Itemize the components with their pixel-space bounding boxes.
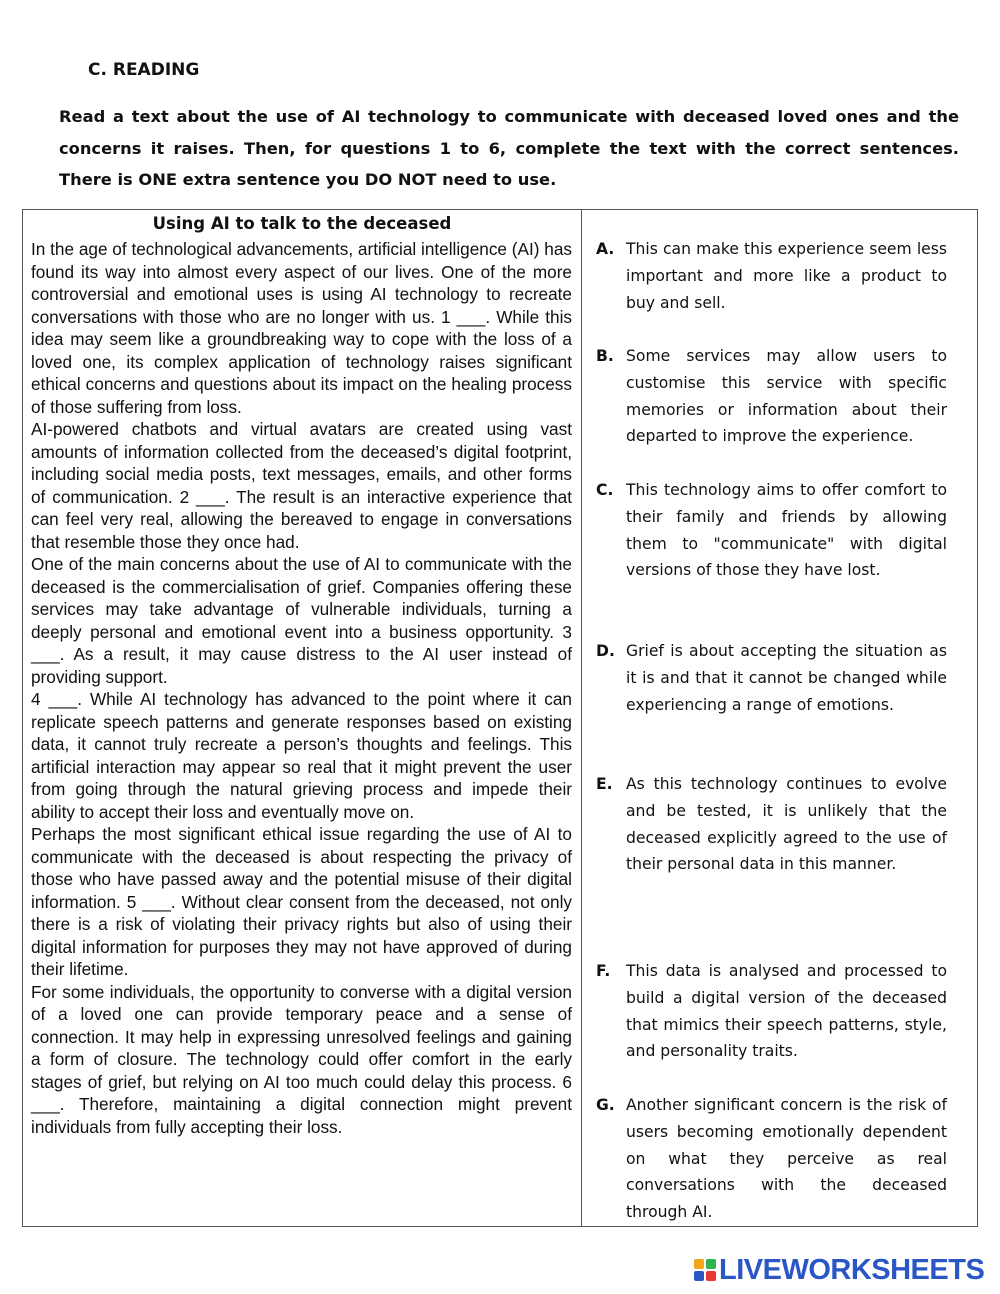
option-text: As this technology continues to evolve and be tested, it is unlikely that the deceased explicitly agreed to the use of their personal data in this manner. xyxy=(626,775,947,874)
option-text: Another significant concern is the risk of users becoming emotionally dependent on what they perceive as real conversations with the deceased through AI. xyxy=(626,1096,947,1222)
column-divider xyxy=(581,210,582,1226)
logo-square xyxy=(694,1271,704,1281)
reading-paragraph: 4 ___. While AI technology has advanced to the point where it can replicate speech patterns and generate responses based on existing data, it cannot truly recreate a person’s thoughts and feelings. This artificial interaction may appear so real that it might prevent the user from going through the natural grieving process and impede their ability to accept their loss and eventually move on. xyxy=(31,689,572,822)
reading-title: Using AI to talk to the deceased xyxy=(152,214,452,233)
option-e xyxy=(596,771,947,878)
option-text: Grief is about accepting the situation as it is and that it cannot be changed while experiencing a range of emotions. xyxy=(626,642,947,714)
option-letter: E. xyxy=(596,775,613,793)
option-letter: D. xyxy=(596,642,615,660)
logo-square xyxy=(706,1259,716,1269)
option-letter: B. xyxy=(596,347,614,365)
reading-paragraph: For some individuals, the opportunity to converse with a digital version of a loved one can provide temporary peace and a sense of connection. It may help in expressing unresolved feelings and gaining a form of closure. The technology could offer comfort in the early stages of grief, but relying on AI too much could delay this process. 6 ___. Therefore, maintaining a digital connection might prevent individuals from fully accepting their loss. xyxy=(31,981,572,1137)
option-letter: G. xyxy=(596,1096,615,1114)
logo-text: LIVEWORKSHEETS xyxy=(719,1253,985,1286)
option-text: Some services may allow users to customise this service with specific memories or information about their departed to improve the experience. xyxy=(626,347,947,446)
reading-paragraph: Perhaps the most significant ethical issue regarding the use of AI to communicate with the deceased is about respecting the privacy of those who have passed away and the potential misuse of their digital information. 5 ___. Without clear consent from the deceased, not only there is a risk of violating their privacy rights but also of using their digital information for purposes they may not have approved of during their lifetime. xyxy=(31,824,572,979)
option-c xyxy=(596,477,947,584)
logo-square xyxy=(694,1259,704,1269)
reading-paragraph: One of the main concerns about the use of AI to communicate with the deceased is the commercialisation of grief. Companies offering these services may take advantage of vulnerable individuals, turning a deeply personal and emotional event into a business opportunity. 3 ___. As a result, it may cause distress to the AI user instead of providing support. xyxy=(31,554,572,687)
logo-squares-icon xyxy=(694,1259,716,1281)
logo-square xyxy=(706,1271,716,1281)
option-a xyxy=(596,236,947,316)
section-heading: C. READING xyxy=(88,60,200,80)
reading-paragraph: In the age of technological advancements, artificial intelligence (AI) has found its way into almost every aspect of our lives. One of the more controversial and emotional uses is using AI technology to recreate conversations with those who are no longer with us. 1 ___. While this idea may seem like a groundbreaking way to cope with the loss of a loved one, its complex application of technology raises significant ethical concerns and questions about its impact on the healing process of those suffering from loss. xyxy=(31,239,572,417)
option-g xyxy=(596,1092,947,1226)
option-d xyxy=(596,638,947,718)
option-text: This data is analysed and processed to build a digital version of the deceased that mimics their speech patterns, style, and personality traits. xyxy=(626,962,947,1061)
option-text: This technology aims to offer comfort to their family and friends by allowing them to "communicate" with digital versions of those they have lost. xyxy=(626,481,947,580)
option-text: This can make this experience seem less important and more like a product to buy and sell. xyxy=(626,240,947,312)
liveworksheets-logo xyxy=(694,1253,984,1287)
reading-paragraph: AI-powered chatbots and virtual avatars are created using vast amounts of information collected from the deceased’s digital footprint, including social media posts, text messages, emails, and other forms of communication. 2 ___. The result is an interactive experience that can feel very real, allowing the bereaved to engage in conversations that resemble those they once had. xyxy=(31,419,572,552)
option-f xyxy=(596,958,947,1065)
instructions: Read a text about the use of AI technology to communicate with deceased loved ones and the concerns it raises. Then, for questions 1 to 6, complete the text with the correct sentences. There is ONE extra sentence you DO NOT need to use. xyxy=(59,107,959,189)
option-b xyxy=(596,343,947,450)
option-letter: A. xyxy=(596,240,615,258)
option-letter: F. xyxy=(596,962,611,980)
option-letter: C. xyxy=(596,481,614,499)
reading-body xyxy=(31,238,572,1138)
